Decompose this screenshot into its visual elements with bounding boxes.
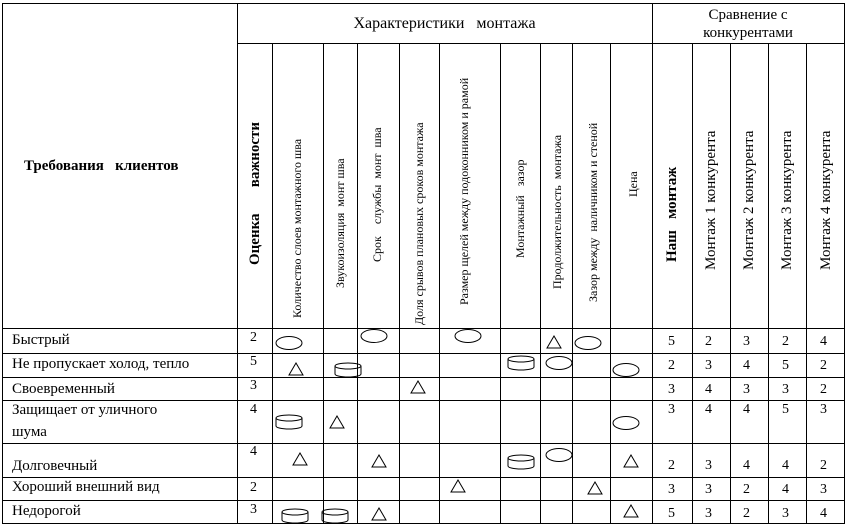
row-separator [2, 328, 845, 329]
row-separator [2, 400, 845, 401]
row-separator [2, 477, 845, 478]
comp-header-competitor-2: Монтаж 2 конкурента [741, 130, 757, 270]
score-competitor-4: 3 [820, 402, 827, 417]
row-separator [2, 500, 845, 501]
score-competitor-3: 4 [782, 458, 789, 473]
importance-value: 3 [250, 378, 257, 393]
importance-value: 5 [250, 354, 257, 369]
requirement-label: Недорогой [12, 503, 81, 519]
score-ours: 2 [668, 358, 675, 373]
score-competitor-4: 2 [820, 358, 827, 373]
col-separator [806, 43, 807, 524]
col-separator [272, 43, 273, 524]
requirement-label: Не пропускает холод, тепло [12, 356, 190, 372]
score-competitor-3: 2 [782, 334, 789, 349]
score-ours: 2 [668, 458, 675, 473]
char-header-deadline-failures: Доля срывов плановых сроков монтажа [412, 122, 426, 325]
triangle-icon [370, 506, 388, 522]
score-competitor-1: 4 [705, 402, 712, 417]
circle-icon [611, 415, 641, 431]
col-separator [500, 43, 501, 524]
score-competitor-2: 4 [743, 358, 750, 373]
circle-icon [453, 328, 483, 344]
comp-header-competitor-3: Монтаж 3 конкурента [779, 130, 795, 270]
score-ours: 5 [668, 334, 675, 349]
characteristics-title: Характеристики монтажа [353, 15, 536, 32]
border-bottom [2, 523, 845, 524]
score-competitor-3: 3 [782, 382, 789, 397]
score-competitor-2: 3 [743, 334, 750, 349]
char-header-sill-gap: Размер щелей между подоконником и рамой [457, 77, 471, 305]
char-header-duration: Продолжительность монтажа [550, 134, 564, 289]
circle-icon [611, 362, 641, 378]
requirement-label-line-2: шума [12, 424, 47, 440]
char-header-lifetime: Срок службы монт шва [370, 127, 384, 262]
score-competitor-4: 2 [820, 458, 827, 473]
score-ours: 3 [668, 402, 675, 417]
col-separator [357, 43, 358, 524]
score-competitor-2: 4 [743, 458, 750, 473]
importance-header: Оценка важности [247, 121, 263, 265]
char-header-soundproofing: Звукоизоляция монт шва [333, 158, 347, 288]
triangle-icon [291, 451, 309, 467]
cylinder-icon [320, 508, 350, 524]
col-separator [730, 43, 731, 524]
circle-icon [274, 335, 304, 351]
col-separator [768, 43, 769, 524]
triangle-icon [287, 361, 305, 377]
importance-value: 2 [250, 330, 257, 345]
circle-icon [359, 328, 389, 344]
score-competitor-1: 3 [705, 458, 712, 473]
score-competitor-1: 3 [705, 482, 712, 497]
border-right [844, 3, 845, 524]
score-competitor-3: 4 [782, 482, 789, 497]
border-top [2, 3, 845, 4]
col-separator [323, 43, 324, 524]
comparison-title: Сравнение с конкурентами [703, 7, 793, 41]
triangle-icon [622, 503, 640, 519]
score-competitor-4: 4 [820, 334, 827, 349]
score-competitor-3: 5 [782, 358, 789, 373]
score-competitor-4: 3 [820, 482, 827, 497]
requirement-label-line-1: Защищает от уличного [12, 402, 158, 418]
score-competitor-2: 4 [743, 402, 750, 417]
row-separator [2, 353, 845, 354]
cylinder-icon [280, 508, 310, 524]
triangle-icon [370, 453, 388, 469]
triangle-icon [545, 334, 563, 350]
triangle-icon [449, 478, 467, 494]
cylinder-icon [274, 414, 304, 430]
score-ours: 3 [668, 482, 675, 497]
col-separator [610, 43, 611, 524]
circle-icon [544, 447, 574, 463]
cylinder-icon [333, 362, 363, 378]
comp-header-competitor-1: Монтаж 1 конкурента [703, 130, 719, 270]
col-separator [692, 43, 693, 524]
col-separator [439, 43, 440, 524]
requirement-label: Долговечный [12, 458, 98, 474]
score-competitor-2: 2 [743, 482, 750, 497]
char-header-layers: Количество слоев монтажного шва [290, 138, 304, 318]
triangle-icon [622, 453, 640, 469]
row-separator [2, 377, 845, 378]
col-separator [652, 3, 653, 524]
requirements-title: Требования клиентов [24, 158, 179, 174]
score-ours: 3 [668, 382, 675, 397]
importance-value: 4 [250, 402, 257, 417]
triangle-icon [328, 414, 346, 430]
char-header-mounting-gap: Монтажный зазор [513, 159, 527, 258]
score-competitor-3: 3 [782, 506, 789, 521]
score-competitor-2: 3 [743, 382, 750, 397]
comp-header-ours: Наш монтаж [664, 166, 680, 262]
cylinder-icon [506, 355, 536, 371]
triangle-icon [586, 480, 604, 496]
triangle-icon [409, 379, 427, 395]
importance-value: 4 [250, 444, 257, 459]
row-separator [2, 443, 845, 444]
requirement-label: Быстрый [12, 332, 70, 348]
importance-value: 3 [250, 502, 257, 517]
col-separator [540, 43, 541, 524]
importance-value: 2 [250, 480, 257, 495]
score-competitor-1: 2 [705, 334, 712, 349]
char-header-price: Цена [626, 171, 640, 197]
col-separator [237, 3, 238, 524]
score-competitor-2: 2 [743, 506, 750, 521]
score-ours: 5 [668, 506, 675, 521]
circle-icon [544, 355, 574, 371]
cylinder-icon [506, 454, 536, 470]
requirement-label: Хороший внешний вид [12, 479, 160, 495]
score-competitor-1: 3 [705, 358, 712, 373]
border-left [2, 3, 3, 524]
comp-header-competitor-4: Монтаж 4 конкурента [818, 130, 834, 270]
score-competitor-3: 5 [782, 402, 789, 417]
requirement-label: Своевременный [12, 381, 115, 397]
score-competitor-4: 2 [820, 382, 827, 397]
score-competitor-1: 4 [705, 382, 712, 397]
score-competitor-4: 4 [820, 506, 827, 521]
char-header-casing-gap: Зазор между наличником и стеной [586, 122, 600, 302]
circle-icon [573, 335, 603, 351]
col-separator [399, 43, 400, 524]
score-competitor-1: 3 [705, 506, 712, 521]
